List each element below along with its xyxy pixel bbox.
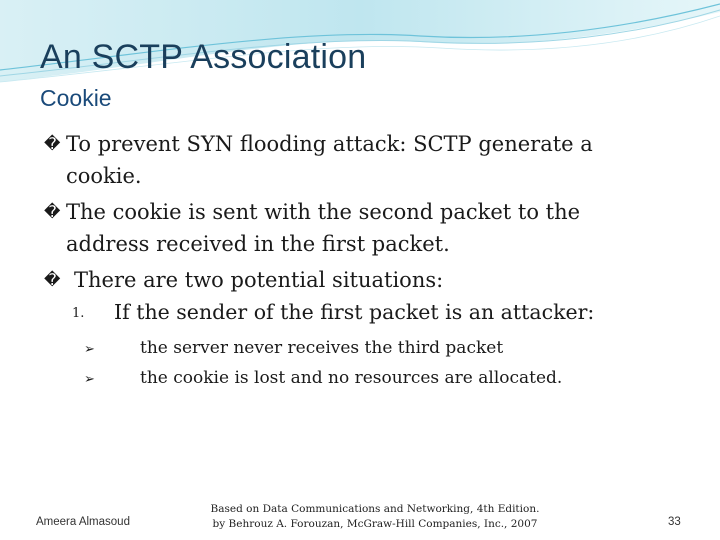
footer-source [195, 502, 555, 532]
numbered-text: If the sender of the first packet is an attacker: [114, 300, 595, 324]
footer-source-line: Based on Data Communications and Networking, 4th Edition. [210, 503, 540, 515]
footer-source-line: by Behrouz A. Forouzan, McGraw-Hill Companies, Inc., 2007 [212, 518, 538, 530]
bullet-text-continued: address received in the first packet. [66, 232, 450, 256]
bullet-icon: � [44, 202, 61, 221]
arrow-bullet-icon: ➢ [84, 372, 95, 387]
bullet-icon: � [44, 134, 61, 153]
bullet-text: To prevent SYN flooding attack: SCTP generate a [66, 132, 593, 156]
bullet-icon: � [44, 270, 61, 289]
slide-subtitle: Cookie [40, 85, 112, 111]
bullet-item [44, 196, 684, 260]
arrow-bullet-icon: ➢ [84, 342, 95, 357]
bullet-text: The cookie is sent with the second packet to the [66, 200, 581, 224]
sub-item-text: the cookie is lost and no resources are allocated. [140, 368, 563, 388]
numbered-marker: 1. [72, 306, 85, 321]
footer-author: Ameera Almasoud [36, 516, 130, 528]
bullet-item [44, 128, 684, 192]
bullet-text: There are two potential situations: [74, 268, 444, 292]
bullet-item [44, 264, 684, 296]
slide-title: An SCTP Association [40, 38, 367, 76]
sub-item-text: the server never receives the third packet [140, 338, 504, 358]
page-number: 33 [668, 516, 681, 528]
bullet-text-continued: cookie. [66, 164, 142, 188]
